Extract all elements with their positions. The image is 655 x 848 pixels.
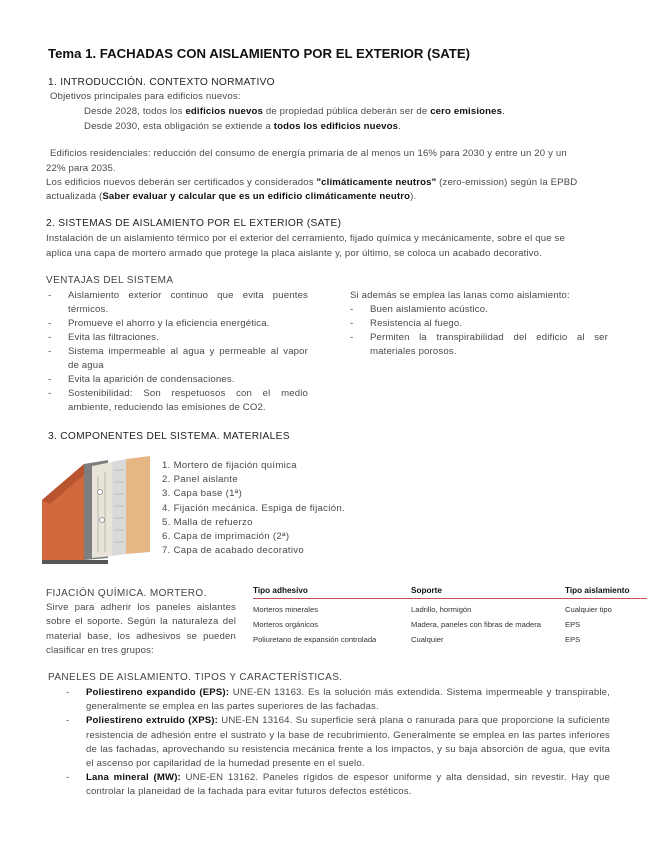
- text: de propiedad pública deberán ser de: [263, 106, 431, 117]
- adhesive-table: [253, 586, 647, 644]
- paneles-heading: PANELES DE AISLAMIENTO. TIPOS Y CARACTERÍSTICAS.: [48, 672, 343, 683]
- panel-type-name: Poliestireno expandido (EPS):: [86, 687, 230, 698]
- table-cell: Ladrillo, hormigón: [411, 605, 472, 614]
- table-cell: Morteros orgánicos: [253, 620, 318, 629]
- table-cell: Madera, paneles con fibras de madera: [411, 620, 542, 629]
- section2-heading: 2. SISTEMAS DE AISLAMIENTO POR EL EXTERIOR (SATE): [46, 218, 342, 229]
- lana-list: [350, 303, 608, 359]
- list-item-text: Evita la aparición de condensaciones.: [68, 374, 235, 385]
- text-bold: edificios nuevos: [185, 106, 264, 117]
- table-cell: EPS: [565, 620, 581, 629]
- text: .: [502, 106, 505, 117]
- table-header: Tipo adhesivo: [253, 586, 411, 599]
- certification-line1: [46, 176, 577, 190]
- table-row: [253, 614, 647, 629]
- sate-description-line2: aplica una capa de mortero armado que protege la placa aislante y, por último, se coloca un acabado decorativo.: [46, 248, 542, 259]
- objectives-label: Objetivos principales para edificios nuevos:: [50, 91, 241, 102]
- list-item: - Evita la aparición de condensaciones.: [48, 374, 235, 385]
- list-item: 5. Malla de refuerzo: [162, 516, 253, 528]
- residential-line1: Edificios residenciales: reducción del consumo de energía primaria de al menos un 16% para 2030 y entre un 20 y un: [50, 148, 567, 159]
- ventajas-list: [48, 289, 308, 415]
- residential-line2: 22% para 2035.: [46, 163, 116, 174]
- certification-line2: [46, 190, 416, 204]
- text: actualizada (: [46, 191, 103, 202]
- decorative-finish-layer: [126, 456, 150, 554]
- list-item-text: Resistencia al fuego.: [370, 318, 463, 329]
- base-profile: [42, 560, 108, 564]
- panel-type-text: UNE-EN 13164. Su superficie será plana o ranurada para que proporcione la suficiente resistencia de adhesión entre el sustrato y la base de recubrimiento. Generalmente se emplea en las partes inferiores de las fachadas, aprovechando su resistencia mecánica frente a los impactos, y su baja absorción de agua, que evita el ascenso por capilaridad de la humedad presente en el suelo.: [86, 715, 610, 770]
- fixing-anchor: [98, 490, 103, 495]
- list-item-text: Aislamiento exterior continuo que evita puentes térmicos.: [68, 290, 308, 315]
- list-item: 7. Capa de acabado decorativo: [162, 545, 305, 557]
- list-item: 4. Fijación mecánica. Espiga de fijación.: [162, 502, 345, 514]
- text: Los edificios nuevos deberán ser certificados y considerados: [46, 177, 317, 188]
- panel-type-text: UNE-EN 13162. Paneles rígidos de espesor uniforme y alta densidad, sin revestir. Hay que controlar la planeidad de la fachada para evitar futuros defectos estéticos.: [86, 772, 610, 798]
- objective-2030: [84, 120, 401, 134]
- table-header-row: [253, 586, 647, 599]
- table-header: Tipo aislamiento: [565, 586, 647, 599]
- table-row: [253, 629, 647, 644]
- text: (zero-emission) según la EPBD: [436, 177, 578, 188]
- panel-type-text: UNE-EN 13163. Es la solución más extendida. Sistema impermeable y transpirable, generalmente se emplea en las partes superiores de las fachadas.: [86, 687, 610, 713]
- list-item: - Poliestireno expandido (EPS): UNE-EN 13163. Es la solución más extendida. Sistema impermeable y transpirable, generalmente se emplea en las partes superiores de las fachadas.: [66, 687, 610, 713]
- lana-intro: Si además se emplea las lanas como aislamiento:: [350, 290, 570, 301]
- table-cell: EPS: [565, 635, 581, 644]
- section3-heading: 3. COMPONENTES DEL SISTEMA. MATERIALES: [48, 431, 290, 442]
- table-cell: Cualquier: [411, 635, 444, 644]
- list-item: - Promueve el ahorro y la eficiencia energética.: [48, 318, 270, 329]
- components-list: [162, 459, 345, 558]
- list-item: 2. Panel aislante: [162, 474, 239, 486]
- list-item: - Lana mineral (MW): UNE-EN 13162. Paneles rígidos de espesor uniforme y alta densidad, sin revestir. Hay que controlar la planeidad de la fachada para evitar futuros defectos estéticos.: [66, 772, 610, 798]
- list-item: - Resistencia al fuego.: [350, 318, 463, 329]
- page-title: Tema 1. FACHADAS CON AISLAMIENTO POR EL EXTERIOR (SATE): [48, 46, 471, 61]
- list-item-text: Promueve el ahorro y la eficiencia energética.: [68, 318, 270, 329]
- sate-layers-illustration: [42, 456, 150, 564]
- list-item: - Buen aislamiento acústico.: [350, 304, 489, 315]
- table-cell: Cualquier tipo: [565, 605, 612, 614]
- table-cell: Poliuretano de expansión controlada: [253, 635, 377, 644]
- fijacion-heading: FIJACIÓN QUÍMICA. MORTERO.: [46, 588, 207, 599]
- list-item: 6. Capa de imprimación (2ª): [162, 531, 290, 543]
- list-item-text: Evita las filtraciones.: [68, 332, 159, 343]
- text: ).: [410, 191, 417, 202]
- list-item: - Sistema impermeable al agua y permeable al vapor de agua: [48, 346, 308, 371]
- panel-type-name: Lana mineral (MW):: [86, 772, 181, 784]
- table-cell: Morteros minerales: [253, 605, 318, 614]
- list-item: - Poliestireno extruido (XPS): UNE-EN 13164. Su superficie será plana o ranurada para que proporcione la suficiente resistencia de adhesión entre el sustrato y la base de recubrimiento. Generalmente se emplea en las partes inferiores de las fachadas, aprovechando su resistencia mecánica frente a los impactos, y su baja absorción de agua, que evita el ascenso por capilaridad de la humedad presente en el suelo.: [66, 715, 610, 770]
- list-item-text: Permiten la transpirabilidad del edificio al ser materiales porosos.: [370, 332, 608, 357]
- list-item: - Aislamiento exterior continuo que evita puentes térmicos.: [48, 290, 308, 315]
- list-item: - Evita las filtraciones.: [48, 332, 159, 343]
- paneles-list: [66, 686, 610, 800]
- list-item-text: Sostenibilidad: Son respetuosos con el medio ambiente, reduciendo las emisiones de CO2.: [68, 388, 308, 413]
- insulation-panel-layer: [92, 462, 112, 558]
- text: Desde 2030, esta obligación se extiende a: [84, 121, 274, 132]
- ventajas-heading: VENTAJAS DEL SISTEMA: [46, 275, 174, 286]
- list-item: 1. Mortero de fijación química: [162, 460, 297, 471]
- list-item-text: Buen aislamiento acústico.: [370, 304, 489, 315]
- text: .: [398, 121, 401, 132]
- text-bold: "climáticamente neutros": [316, 177, 437, 188]
- list-item: 3. Capa base (1ª): [162, 488, 243, 500]
- list-item: - Sostenibilidad: Son respetuosos con el medio ambiente, reduciendo las emisiones de CO2.: [48, 388, 308, 413]
- text-bold: Saber evaluar y calcular que es un edificio climáticamente neutro: [102, 191, 411, 202]
- table-header: Soporte: [411, 586, 565, 599]
- objective-2028: [84, 105, 505, 119]
- list-item: - Permiten la transpirabilidad del edificio al ser materiales porosos.: [350, 332, 608, 357]
- text: Desde 2028, todos los: [84, 106, 186, 117]
- sate-description-line1: Instalación de un aislamiento térmico por el exterior del cerramiento, fijado química y mecánicamente, sobre el que se: [46, 233, 565, 244]
- text-bold: todos los edificios nuevos: [273, 121, 399, 132]
- section1-heading: 1. INTRODUCCIÓN. CONTEXTO NORMATIVO: [48, 77, 275, 88]
- panel-type-name: Poliestireno extruido (XPS):: [86, 715, 218, 727]
- table-row: [253, 599, 647, 615]
- text-bold: cero emisiones: [430, 106, 503, 117]
- list-item-text: Sistema impermeable al agua y permeable al vapor de agua: [68, 346, 308, 371]
- fijacion-text: Sirve para adherir los paneles aislantes sobre el soporte. Según la naturaleza del material base, los adhesivos se pueden clasificar en tres grupos:: [46, 602, 236, 656]
- fixing-anchor: [100, 518, 105, 523]
- mesh-layer: [112, 459, 126, 556]
